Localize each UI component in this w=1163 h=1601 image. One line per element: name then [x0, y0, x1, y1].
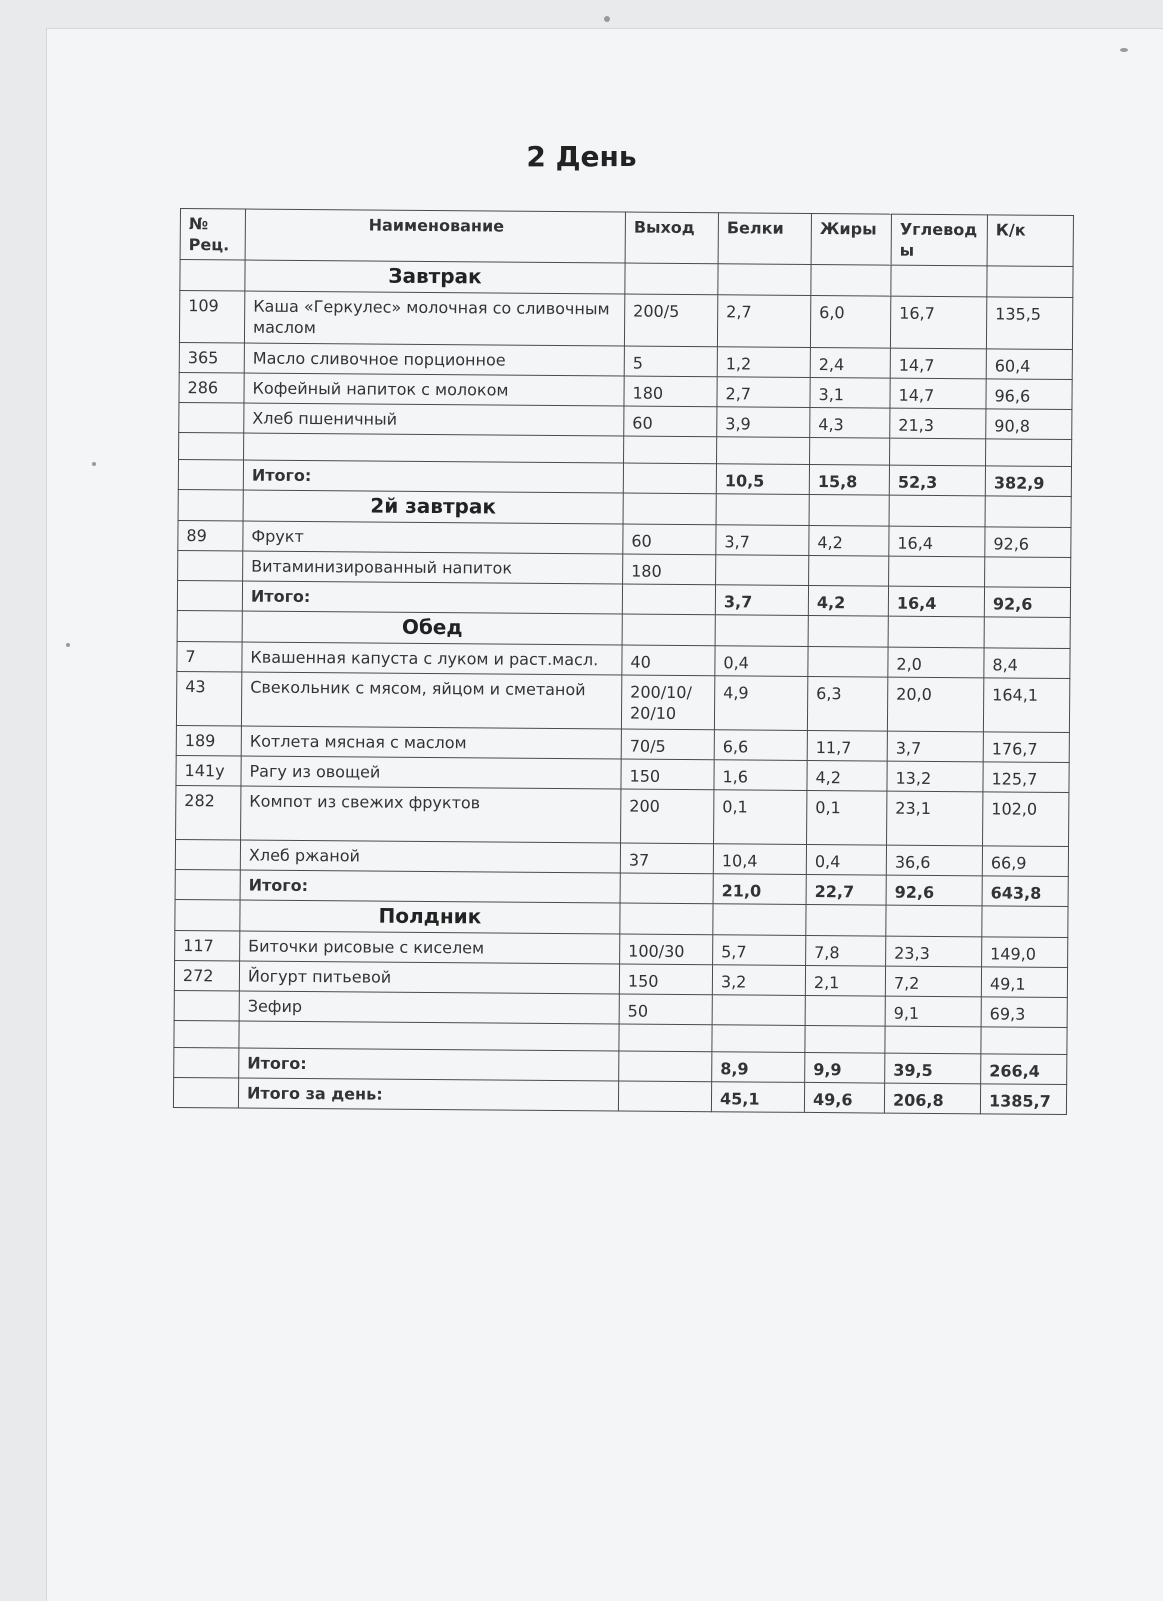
section-title: 2й завтрак — [243, 490, 623, 524]
empty-cell — [890, 438, 986, 466]
empty-cell — [891, 265, 987, 297]
kcal-value: 96,6 — [986, 379, 1072, 410]
recipe-number: 109 — [179, 291, 244, 344]
carbs-value: 36,6 — [886, 845, 982, 876]
total-label: Итого: — [242, 581, 622, 614]
table-row — [176, 671, 1069, 732]
total-label: Итого: — [239, 1048, 619, 1081]
recipe-number: 189 — [176, 725, 241, 756]
dish-name: Каша «Геркулес» молочная со сливочным маслом — [244, 291, 624, 346]
carbs-value: 16,4 — [889, 526, 985, 557]
empty-cell — [888, 616, 984, 648]
empty-cell — [987, 266, 1073, 298]
menu-table — [173, 208, 1074, 1115]
recipe-number — [178, 550, 243, 581]
yield-value: 100/30 — [620, 934, 713, 965]
col-protein-header: Белки — [718, 213, 811, 265]
yield-value: 200/10/ 20/10 — [621, 675, 714, 730]
grand-total-label: Итого за день: — [238, 1078, 618, 1111]
section-title: Обед — [242, 611, 622, 645]
empty-cell — [810, 437, 890, 465]
empty-cell — [180, 260, 245, 292]
kcal-value: 164,1 — [983, 678, 1069, 733]
total-carbs: 92,6 — [886, 875, 982, 906]
empty-cell — [811, 264, 891, 296]
empty-cell — [713, 904, 806, 936]
empty-cell — [982, 906, 1068, 938]
empty-cell — [175, 899, 240, 931]
total-label: Итого: — [243, 460, 623, 493]
yield-value: 50 — [619, 994, 712, 1025]
carbs-value: 2,0 — [888, 647, 984, 678]
section-title: Завтрак — [245, 260, 625, 294]
protein-value: 4,9 — [714, 676, 807, 731]
protein-value: 10,4 — [713, 844, 806, 875]
empty-cell — [620, 903, 713, 935]
carbs-value: 23,3 — [886, 936, 982, 967]
carbs-value: 7,2 — [885, 966, 981, 997]
total-fat: 22,7 — [806, 874, 886, 905]
dish-name: Хлеб ржаной — [240, 840, 620, 873]
kcal-value: 90,8 — [986, 409, 1072, 440]
empty-cell — [622, 614, 715, 646]
empty-cell — [619, 1051, 712, 1082]
dish-name: Компот из свежих фруктов — [241, 786, 621, 843]
fat-value — [805, 995, 885, 1026]
total-protein: 21,0 — [713, 874, 806, 905]
recipe-number: 89 — [178, 520, 243, 551]
fat-value: 6,0 — [810, 295, 890, 348]
kcal-value: 125,7 — [983, 762, 1069, 793]
recipe-number: 286 — [179, 372, 244, 403]
recipe-number: 282 — [176, 785, 241, 840]
dish-name: Рагу из овощей — [241, 756, 621, 789]
empty-cell — [620, 873, 713, 904]
dish-name: Масло сливочное порционное — [244, 343, 624, 376]
carbs-value: 3,7 — [887, 731, 983, 762]
empty-cell — [174, 1020, 239, 1048]
dish-name: Кофейный напиток с молоком — [244, 373, 624, 406]
carbs-value: 20,0 — [887, 677, 983, 732]
kcal-value: 60,4 — [986, 349, 1072, 380]
empty-cell — [618, 1081, 711, 1112]
header-row — [180, 209, 1073, 267]
yield-value: 70/5 — [621, 729, 714, 760]
empty-cell — [985, 439, 1071, 467]
dish-name: Хлеб пшеничный — [244, 403, 624, 436]
protein-value: 6,6 — [714, 730, 807, 761]
col-id-header: № Рец. — [180, 209, 245, 261]
dish-name: Фрукт — [243, 521, 623, 554]
total-fat: 15,8 — [809, 464, 889, 495]
kcal-value: 69,3 — [981, 997, 1067, 1028]
protein-value: 5,7 — [713, 935, 806, 966]
recipe-number — [174, 990, 239, 1021]
total-fat: 9,9 — [805, 1052, 885, 1083]
kcal-value: 8,4 — [984, 648, 1070, 679]
dish-name: Квашенная капуста с луком и раст.масл. — [242, 642, 622, 675]
recipe-number — [179, 402, 244, 433]
yield-value: 60 — [624, 406, 717, 437]
fat-value: 0,4 — [806, 844, 886, 875]
col-name-header: Наименование — [245, 209, 625, 263]
carbs-value: 14,7 — [890, 348, 986, 379]
protein-value: 1,2 — [717, 347, 810, 378]
dish-name: Зефир — [239, 991, 619, 1024]
yield-value: 180 — [623, 554, 716, 585]
yield-value: 200 — [621, 789, 714, 844]
fat-value: 2,4 — [810, 347, 890, 378]
yield-value: 60 — [623, 524, 716, 555]
protein-value — [716, 555, 809, 586]
fat-value: 6,3 — [807, 676, 887, 731]
total-protein: 10,5 — [716, 464, 809, 495]
total-kcal: 92,6 — [984, 587, 1070, 618]
recipe-number — [175, 839, 240, 870]
empty-cell — [717, 437, 810, 465]
recipe-number: 117 — [175, 930, 240, 961]
fat-value — [809, 555, 889, 586]
scan-speck — [66, 643, 70, 647]
carbs-value — [889, 556, 985, 587]
kcal-value: 102,0 — [983, 792, 1069, 847]
total-fat: 4,2 — [808, 585, 888, 616]
dish-name: Котлета мясная с маслом — [241, 726, 621, 759]
dish-name: Йогурт питьевой — [239, 961, 619, 994]
grand-total-kcal: 1385,7 — [980, 1084, 1066, 1115]
protein-value: 3,7 — [716, 525, 809, 556]
empty-cell — [175, 869, 240, 900]
col-fat-header: Жиры — [811, 213, 891, 265]
kcal-value: 66,9 — [982, 846, 1068, 877]
empty-cell — [805, 1025, 885, 1053]
kcal-value — [985, 557, 1071, 588]
empty-cell — [178, 459, 243, 490]
protein-value: 1,6 — [714, 760, 807, 791]
empty-cell — [622, 584, 715, 615]
table-row — [179, 291, 1072, 350]
kcal-value: 149,0 — [982, 937, 1068, 968]
empty-cell — [716, 494, 809, 526]
yield-value: 37 — [620, 843, 713, 874]
total-carbs: 52,3 — [889, 465, 985, 496]
col-carbs-header: Углевод ы — [891, 214, 987, 266]
empty-cell — [808, 615, 888, 647]
recipe-number: 43 — [176, 671, 241, 726]
empty-cell — [885, 1026, 981, 1054]
total-label: Итого: — [240, 870, 620, 903]
total-carbs: 39,5 — [885, 1053, 981, 1084]
empty-cell — [173, 1077, 238, 1108]
total-kcal: 643,8 — [982, 876, 1068, 907]
protein-value: 0,1 — [714, 790, 807, 845]
grand-total-protein: 45,1 — [711, 1082, 804, 1113]
empty-cell — [809, 494, 889, 526]
empty-cell — [179, 432, 244, 460]
fat-value: 4,2 — [809, 525, 889, 556]
protein-value: 2,7 — [717, 377, 810, 408]
empty-cell — [244, 433, 624, 463]
page-title: 2 День — [526, 140, 637, 173]
empty-cell — [178, 489, 243, 521]
protein-value: 3,2 — [712, 965, 805, 996]
total-protein: 8,9 — [712, 1052, 805, 1083]
fat-value — [808, 646, 888, 677]
menu-table-body — [173, 209, 1073, 1115]
empty-cell — [619, 1024, 712, 1052]
fat-value: 3,1 — [810, 377, 890, 408]
protein-value: 0,4 — [715, 646, 808, 677]
recipe-number: 141у — [176, 755, 241, 786]
fat-value: 4,3 — [810, 407, 890, 438]
empty-cell — [806, 904, 886, 936]
carbs-value: 23,1 — [887, 791, 983, 846]
empty-cell — [177, 580, 242, 611]
protein-value: 2,7 — [717, 295, 810, 348]
yield-value: 40 — [622, 645, 715, 676]
empty-cell — [981, 1027, 1067, 1055]
yield-value: 200/5 — [624, 294, 717, 347]
carbs-value: 21,3 — [890, 408, 986, 439]
carbs-value: 16,7 — [890, 296, 986, 349]
scan-speck — [1120, 48, 1128, 52]
fat-value: 0,1 — [807, 790, 887, 845]
kcal-value: 92,6 — [985, 527, 1071, 558]
yield-value: 180 — [624, 376, 717, 407]
recipe-number: 272 — [174, 960, 239, 991]
yield-value: 150 — [621, 759, 714, 790]
carbs-value: 14,7 — [890, 378, 986, 409]
empty-cell — [239, 1021, 619, 1051]
protein-value: 3,9 — [717, 407, 810, 438]
scan-speck — [604, 16, 610, 22]
protein-value — [712, 995, 805, 1026]
grand-total-row — [173, 1077, 1066, 1114]
total-protein: 3,7 — [715, 585, 808, 616]
kcal-value: 49,1 — [981, 967, 1067, 998]
total-kcal: 266,4 — [981, 1054, 1067, 1085]
col-kcal-header: К/к — [987, 215, 1073, 267]
empty-cell — [889, 495, 985, 527]
empty-cell — [624, 436, 717, 464]
empty-cell — [623, 463, 716, 494]
scan-speck — [92, 462, 96, 466]
empty-cell — [718, 264, 811, 296]
yield-value: 5 — [624, 346, 717, 377]
carbs-value: 9,1 — [885, 996, 981, 1027]
grand-total-fat: 49,6 — [804, 1082, 884, 1113]
total-carbs: 16,4 — [888, 586, 984, 617]
empty-cell — [985, 496, 1071, 528]
total-kcal: 382,9 — [985, 466, 1071, 497]
empty-cell — [625, 263, 718, 295]
fat-value: 11,7 — [807, 730, 887, 761]
fat-value: 7,8 — [806, 935, 886, 966]
dish-name: Свекольник с мясом, яйцом и сметаной — [241, 672, 621, 729]
grand-total-carbs: 206,8 — [884, 1083, 980, 1114]
dish-name: Витаминизированный напиток — [243, 551, 623, 584]
empty-cell — [712, 1025, 805, 1053]
empty-cell — [177, 610, 242, 642]
kcal-value: 176,7 — [983, 732, 1069, 763]
col-yield-header: Выход — [625, 212, 718, 264]
dish-name: Биточки рисовые с киселем — [240, 931, 620, 964]
fat-value: 2,1 — [805, 965, 885, 996]
recipe-number: 7 — [177, 641, 242, 672]
table-row — [176, 785, 1069, 846]
fat-value: 4,2 — [807, 760, 887, 791]
empty-cell — [623, 493, 716, 525]
empty-cell — [174, 1047, 239, 1078]
empty-cell — [984, 617, 1070, 649]
empty-cell — [715, 615, 808, 647]
kcal-value: 135,5 — [986, 297, 1072, 350]
recipe-number: 365 — [179, 342, 244, 373]
section-title: Полдник — [240, 900, 620, 934]
empty-cell — [886, 905, 982, 937]
carbs-value: 13,2 — [887, 761, 983, 792]
yield-value: 150 — [619, 964, 712, 995]
